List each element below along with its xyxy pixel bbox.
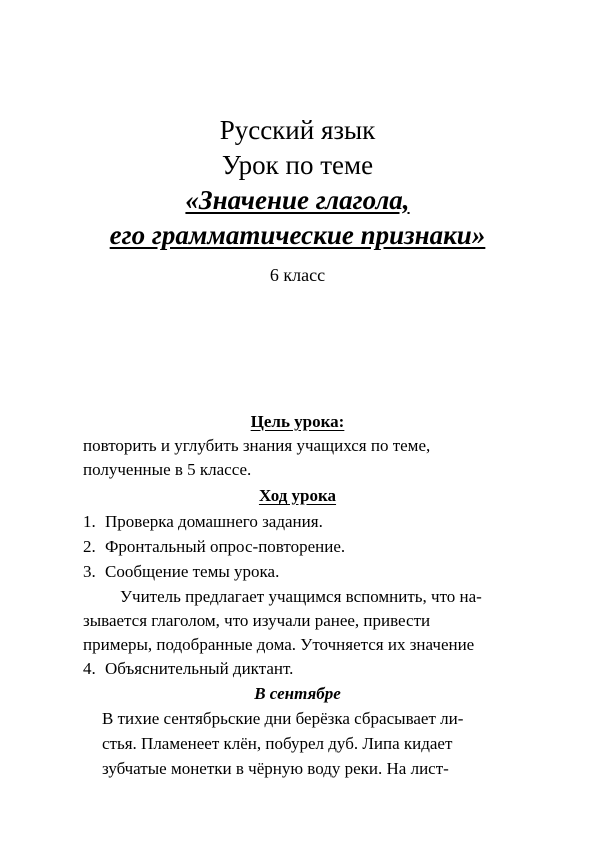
list-item-text: Фронтальный опрос-повторение. bbox=[105, 537, 346, 556]
goal-heading: Цель урока: bbox=[250, 412, 345, 431]
list-item bbox=[83, 562, 279, 582]
list-item bbox=[83, 537, 345, 557]
paragraph-line: примеры, подобранные дома. Уточняется их значение bbox=[83, 635, 475, 654]
list-item bbox=[83, 659, 293, 679]
list-item-number: 4. bbox=[83, 659, 96, 678]
progress-heading: Ход урока bbox=[258, 486, 337, 505]
topic-line-1: «Значение глагола, bbox=[185, 185, 410, 215]
list-item-number: 2. bbox=[83, 537, 96, 556]
list-item-text: Проверка домашнего задания. bbox=[105, 512, 323, 531]
goal-line-1: повторить и углубить знания учащихся по теме, bbox=[83, 436, 431, 455]
goal-line-2: полученные в 5 классе. bbox=[83, 460, 252, 479]
dictation-line: В тихие сентябрьские дни берёзка сбрасывает ли- bbox=[102, 709, 464, 728]
list-item-text: Объяснительный диктант. bbox=[105, 659, 294, 678]
list-item-number: 1. bbox=[83, 512, 96, 531]
dictation-line: зубчатые монетки в чёрную воду реки. На лист- bbox=[102, 759, 449, 778]
paragraph-line: зывается глаголом, что изучали ранее, привести bbox=[83, 611, 431, 630]
dictation-line: стья. Пламенеет клён, побурел дуб. Липа кидает bbox=[102, 734, 453, 753]
dictation-heading: В сентябре bbox=[254, 684, 341, 703]
topic-line-2: его грамматические признаки» bbox=[109, 220, 486, 250]
subject-title: Русский язык bbox=[219, 115, 376, 145]
list-item-number: 3. bbox=[83, 562, 96, 581]
lesson-title: Урок по теме bbox=[221, 150, 374, 180]
paragraph-line: Учитель предлагает учащимся вспомнить, что на- bbox=[120, 587, 482, 606]
list-item-text: Сообщение темы урока. bbox=[105, 562, 280, 581]
list-item bbox=[83, 512, 323, 532]
grade-label: 6 класс bbox=[269, 265, 326, 285]
